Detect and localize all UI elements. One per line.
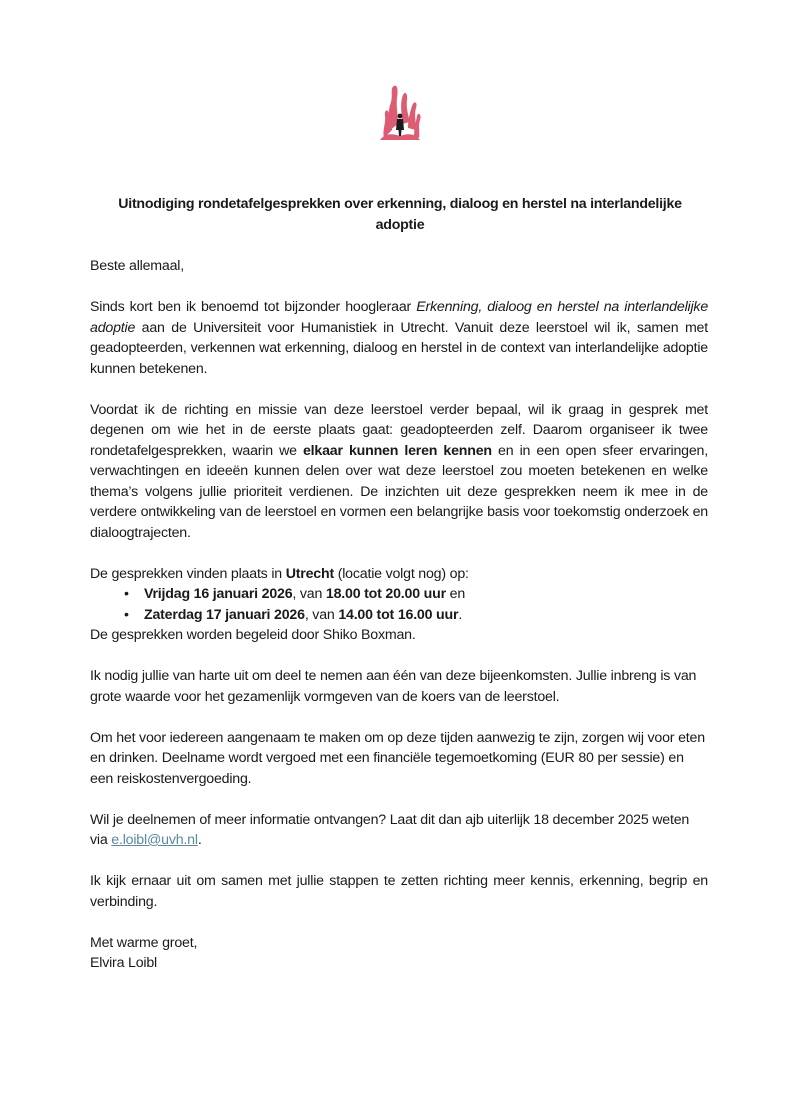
emphasis: elkaar kunnen leren kennen: [302, 442, 492, 459]
paragraph-rsvp: [90, 810, 708, 851]
text: Wil je deelnemen of meer informatie ontvangen? Laat dit dan ajb uiterlijk 18 december 2025 weten via: [90, 811, 690, 848]
paragraph-invitation: Ik nodig jullie van harte uit om deel te nemen aan één van deze bijeenkomsten. Jullie inbreng is van grote waarde voor het gezamenlijk vormgeven van de koers van de leerstoel.: [90, 668, 697, 705]
signature: Elvira Loibl: [90, 955, 157, 971]
document-title: Uitnodiging rondetafelgesprekken over erkenning, dialoog en herstel na interlandelijke adoptie: [118, 196, 682, 233]
text: en: [445, 586, 466, 602]
paragraph-compensation: Om het voor iedereen aangenaam te maken om op deze tijden aanwezig te zijn, zorgen wij voor eten en drinken. Deelname wordt vergoed met een financiële tegemoetkoming (EUR 80 per sessie) en een reiskostenvergoeding.: [90, 729, 705, 787]
text: , van: [304, 606, 339, 623]
text: .: [197, 832, 202, 848]
text: , van: [292, 586, 326, 602]
session-list: [90, 584, 708, 625]
session-item: [124, 584, 708, 605]
session-time: 14.00 tot 16.00 uur: [338, 606, 459, 623]
text: en in een open sfeer ervaringen, verwachtingen en ideeën kunnen delen over wat deze leerstoel zou moeten betekenen en welke thema’s volgens jullie prioriteit verdienen. De inzichten uit deze gesprekken neem ik mee in de verdere ontwikkeling van de leerstoel en vormen een belangrijke basis voor toekomstig onderzoek en dialoogtrajecten.: [90, 442, 708, 541]
text: (locatie volgt nog) op:: [333, 565, 469, 582]
moderator-line: De gesprekken worden begeleid door Shiko Boxman.: [90, 627, 416, 643]
paragraph-outlook: Ik kijk ernaar uit om samen met jullie stappen te zetten richting meer kennis, erkenning, begrip en verbinding.: [90, 873, 708, 910]
text: Sinds kort ben ik benoemd tot bijzonder hoogleraar: [90, 299, 417, 315]
greeting: Beste allemaal,: [90, 258, 184, 274]
closing: Met warme groet,: [90, 934, 198, 951]
chair-name: Erkenning, dialoog en herstel na interlandelijke adoptie: [90, 299, 709, 336]
session-time: 18.00 tot 20.00 uur: [325, 586, 446, 602]
session-date: Vrijdag 16 januari 2026: [144, 586, 293, 602]
session-date: Zaterdag 17 januari 2026: [144, 606, 305, 623]
paragraph-intro: [90, 297, 708, 379]
session-item: [124, 605, 708, 626]
text: aan de Universiteit voor Humanistiek in Utrecht. Vanuit deze leerstoel wil ik, samen met geadopteerden, verkennen wat erkenning, dialoog en herstel in de context van interlandelijke adoptie kunnen betekenen.: [90, 319, 708, 377]
figures-logo-icon: [376, 80, 424, 144]
text: De gesprekken vinden plaats in: [90, 565, 286, 582]
text: Voordat ik de richting en missie van deze leerstoel verder bepaal, wil ik graag in gesprek met degenen om wie het in de eerste plaats gaat: geadopteerden zelf. Daarom organiseer ik twee rondetafelgesprekken, waarin we: [90, 401, 708, 459]
email-link[interactable]: e.loibl@uvh.nl: [111, 832, 198, 848]
city: Utrecht: [285, 565, 334, 582]
letter-body: [90, 256, 708, 974]
paragraph-purpose: [90, 400, 708, 544]
text: .: [458, 606, 463, 623]
paragraph-location: [90, 564, 708, 585]
